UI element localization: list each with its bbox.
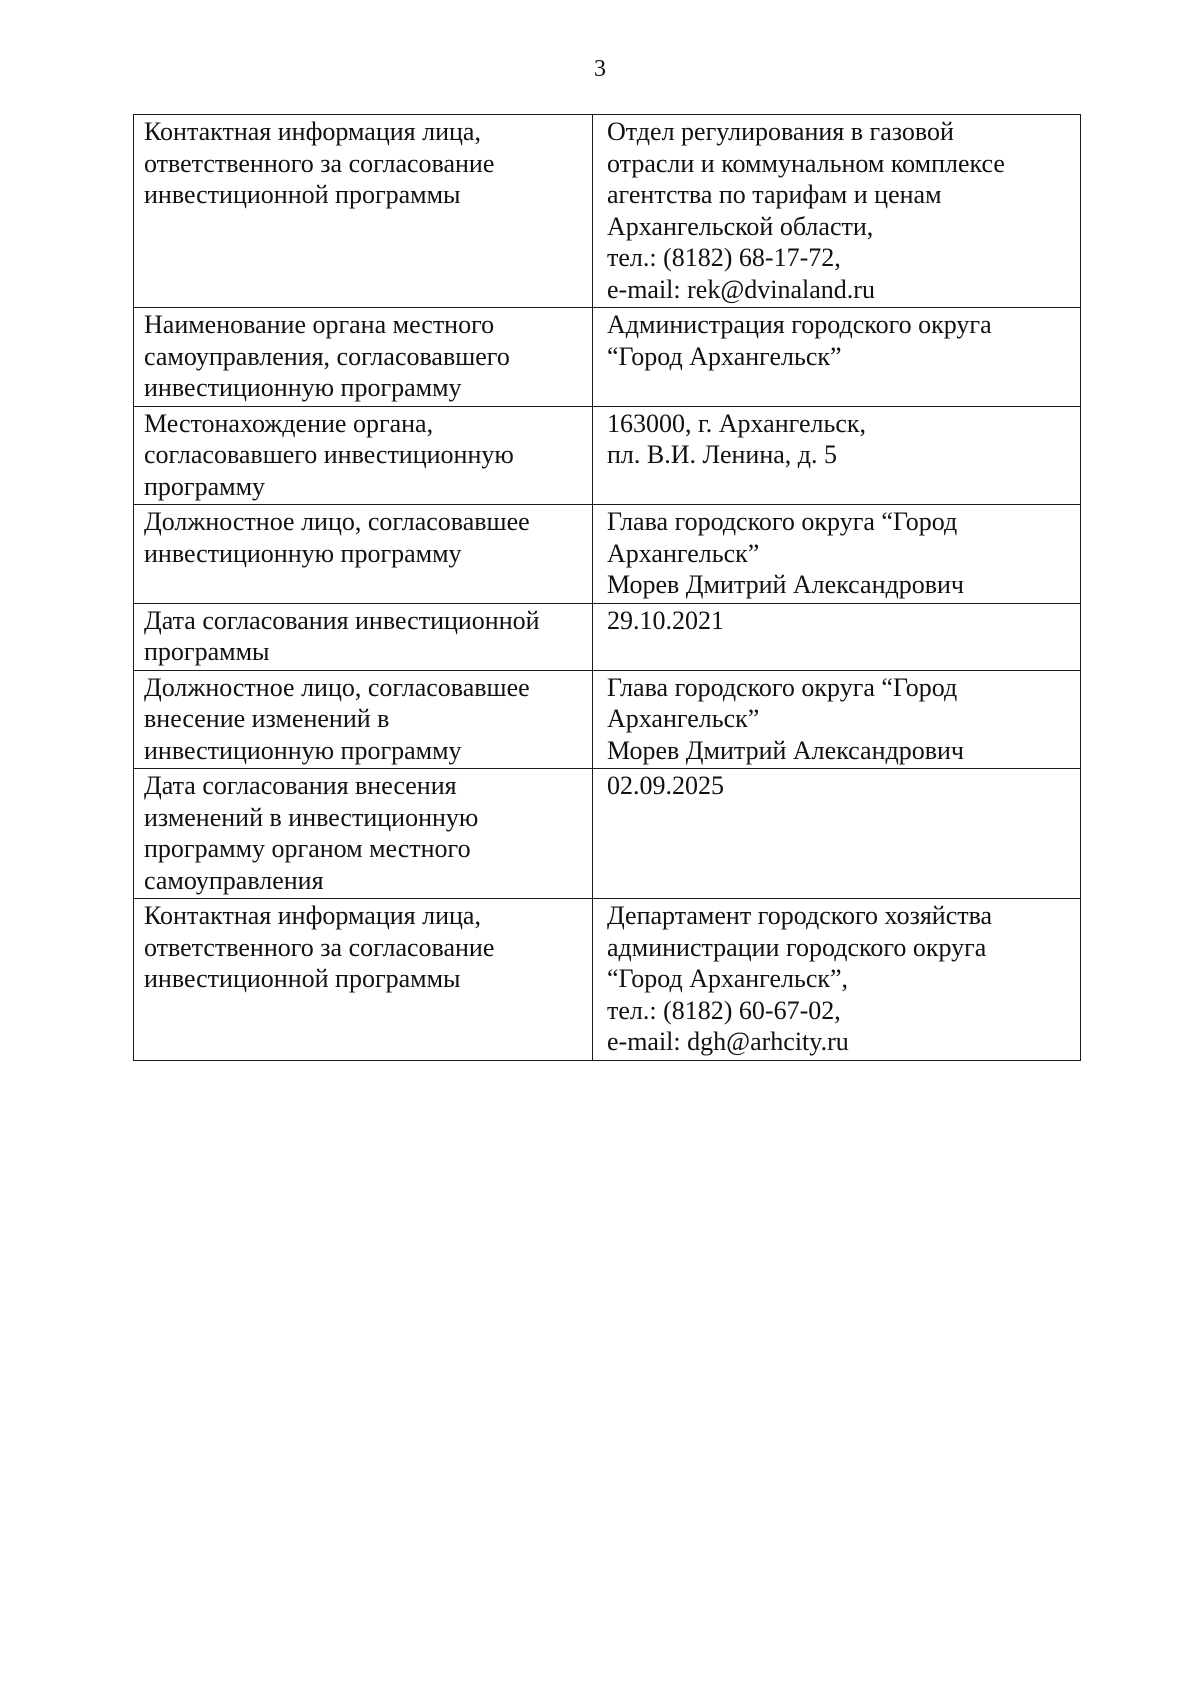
table-row-amendment-date [134, 769, 1081, 899]
table-row-approval-date [134, 603, 1081, 670]
row-value-cell [593, 670, 1081, 769]
row-label: Должностное лицо, согласовавшее внесение изменений в инвестиционную программу [144, 672, 530, 765]
table-row-authority-location [134, 406, 1081, 505]
table-row-contact-department [134, 899, 1081, 1061]
info-table [133, 114, 1081, 1061]
row-label: Местонахождение органа, согласовавшего инвестиционную программу [144, 408, 514, 501]
row-value: Департамент городского хозяйства администрации городского округа “Город Архангельск”, тел.: (8182) 60-67-02, e-mail: dgh@arhcity.ru [607, 901, 993, 1056]
row-value: Отдел регулирования в газовой отрасли и коммунальном комплексе агентства по тарифам и ценам Архангельской области, тел.: (8182) 68-17-72, e-mail: rek@dvinaland.ru [607, 117, 1005, 304]
row-label: Должностное лицо, согласовавшее инвестиционную программу [144, 507, 530, 568]
table-row-contact-agency [134, 115, 1081, 308]
row-label-cell [134, 603, 593, 670]
row-value-cell [593, 603, 1081, 670]
row-value-cell [593, 505, 1081, 604]
row-label-cell [134, 406, 593, 505]
row-value: 02.09.2025 [607, 771, 724, 800]
row-label-cell [134, 899, 593, 1061]
row-value-cell [593, 308, 1081, 407]
row-label-cell [134, 505, 593, 604]
page-number: 3 [594, 56, 606, 82]
row-label-cell [134, 670, 593, 769]
row-value-cell [593, 406, 1081, 505]
row-label: Контактная информация лица, ответственного за согласование инвестиционной программы [144, 117, 495, 209]
table-row-amendment-official [134, 670, 1081, 769]
row-label-cell [134, 308, 593, 407]
row-label-cell [134, 115, 593, 308]
row-value: 29.10.2021 [607, 605, 724, 635]
row-label: Наименование органа местного самоуправления, согласовавшего инвестиционную программу [144, 310, 510, 402]
row-value: 163000, г. Архангельск, пл. В.И. Ленина, д. 5 [607, 408, 866, 469]
table-row-approving-official [134, 505, 1081, 604]
row-value: Глава городского округа “Город Архангельск” Морев Дмитрий Александрович [607, 672, 964, 765]
row-label: Контактная информация лица, ответственного за согласование инвестиционной программы [144, 901, 495, 993]
row-value-cell [593, 769, 1081, 899]
table-row-authority-name [134, 308, 1081, 407]
row-value-cell [593, 899, 1081, 1061]
row-label-cell [134, 769, 593, 899]
row-value-cell [593, 115, 1081, 308]
row-label: Дата согласования инвестиционной программы [144, 605, 540, 666]
row-value: Глава городского округа “Город Архангельск” Морев Дмитрий Александрович [607, 507, 964, 599]
row-label: Дата согласования внесения изменений в инвестиционную программу органом местного самоуправления [144, 771, 479, 895]
row-value: Администрация городского округа “Город Архангельск” [607, 310, 992, 371]
